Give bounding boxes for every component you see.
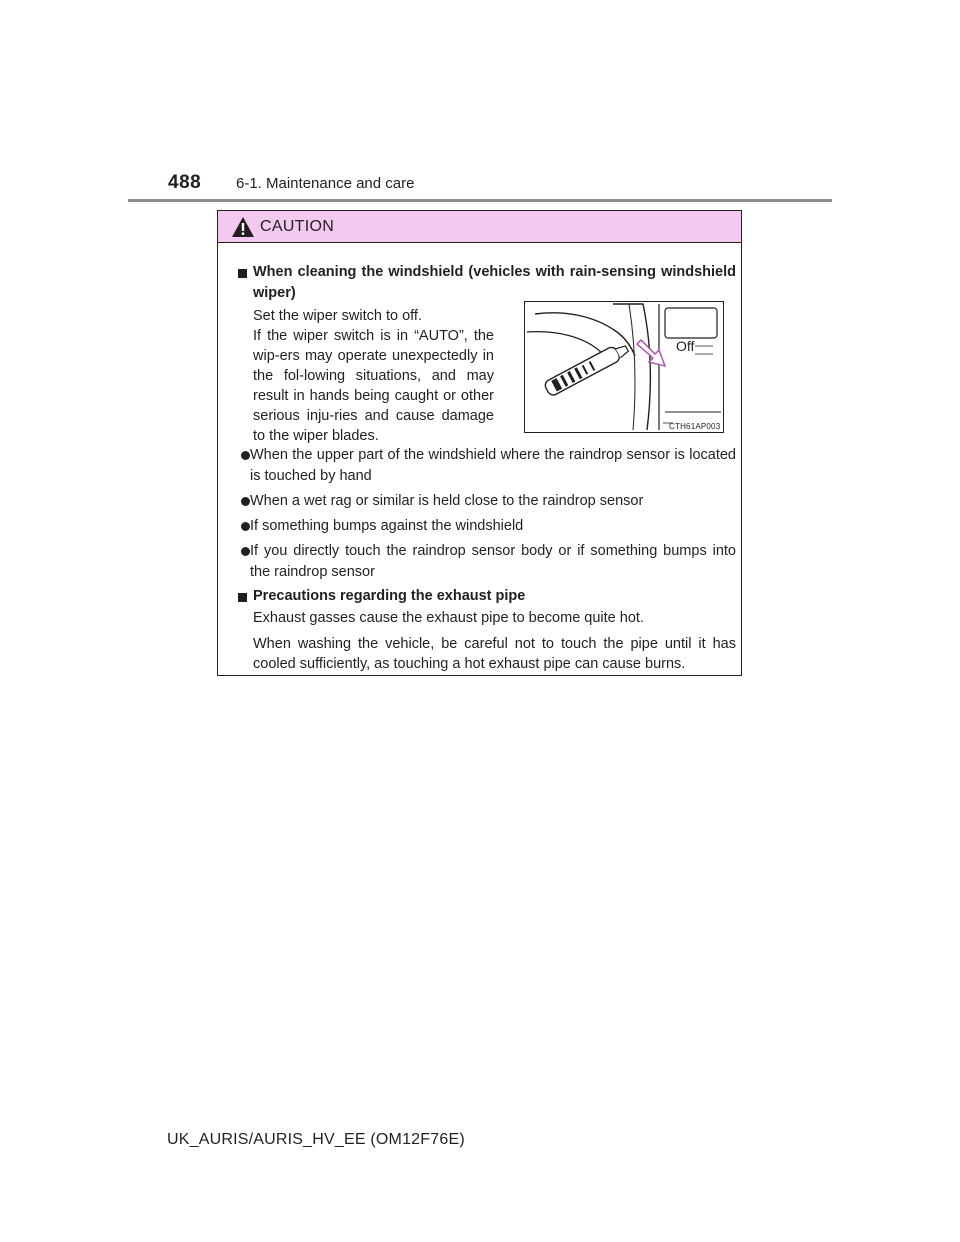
figure-label-off: Off xyxy=(676,338,695,354)
page-number: 488 xyxy=(168,172,202,193)
list-item xyxy=(238,541,736,583)
round-bullet-icon xyxy=(241,547,250,556)
exhaust-paragraph: Exhaust gasses cause the exhaust pipe to become quite hot. xyxy=(253,610,644,626)
square-bullet-icon xyxy=(238,593,247,602)
wiper-switch-figure xyxy=(524,301,724,433)
list-item-text: When the upper part of the windshield where the raindrop sensor is located is touched by hand xyxy=(250,447,736,484)
list-item xyxy=(238,445,736,487)
exhaust-heading-text: Precautions regarding the exhaust pipe xyxy=(253,588,526,604)
exhaust-paragraph: When washing the vehicle, be careful not to touch the pipe until it has cooled sufficiently, as touching a hot exhaust pipe can cause burns. xyxy=(253,636,736,672)
square-bullet-icon xyxy=(238,269,247,278)
windshield-intro: Set the wiper switch to off. If the wiper switch is in “AUTO”, the wip-ers may operate unexpectedly in the fol-lowing situations, and may result in hands being caught or other serious inju-ries and cause damage to the wiper blades. xyxy=(253,308,494,444)
list-item-text: If you directly touch the raindrop sensor body or if something bumps into the raindrop sensor xyxy=(250,543,736,580)
caution-box xyxy=(217,210,742,676)
windshield-heading-text: When cleaning the windshield (vehicles with rain-sensing windshield wiper) xyxy=(253,264,736,301)
warning-triangle-icon xyxy=(231,216,255,238)
round-bullet-icon xyxy=(241,522,250,531)
list-item xyxy=(238,491,736,512)
footer-model: UK_AURIS/AURIS_HV_EE (OM12F76E) xyxy=(167,1131,465,1148)
windshield-heading xyxy=(238,262,736,304)
figure-code: CTH61AP003 xyxy=(669,422,721,431)
round-bullet-icon xyxy=(241,497,250,506)
list-item xyxy=(238,516,736,537)
section-title: 6-1. Maintenance and care xyxy=(236,175,415,192)
list-item-text: When a wet rag or similar is held close to the raindrop sensor xyxy=(250,493,644,509)
header-rule xyxy=(128,199,832,202)
exhaust-heading xyxy=(238,586,736,607)
caution-title: CAUTION xyxy=(260,218,335,235)
round-bullet-icon xyxy=(241,451,250,460)
caution-header xyxy=(218,211,741,243)
list-item-text: If something bumps against the windshield xyxy=(250,518,524,534)
